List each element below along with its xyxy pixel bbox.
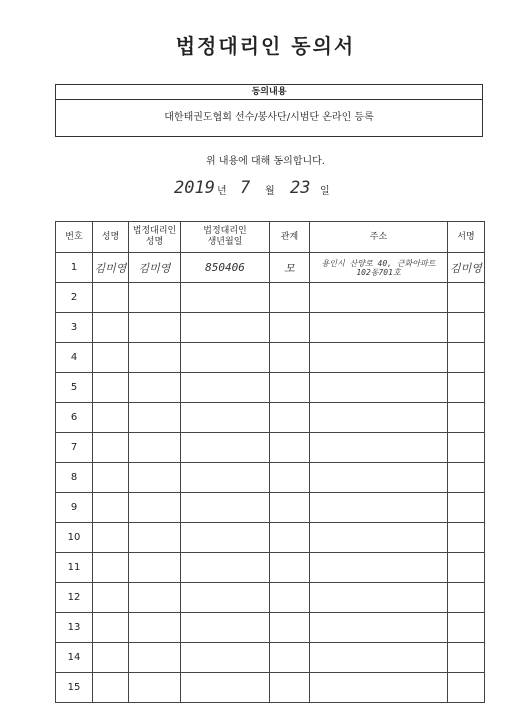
row-address (310, 343, 448, 373)
row-address (310, 313, 448, 343)
row-guardian-name (129, 523, 181, 553)
row-name (93, 343, 129, 373)
row-guardian-birth (181, 673, 270, 703)
row-name (93, 493, 129, 523)
row-relation (270, 523, 310, 553)
row-relation (270, 463, 310, 493)
row-address (310, 373, 448, 403)
row-address (310, 403, 448, 433)
row-signature (448, 643, 485, 673)
row-address (310, 523, 448, 553)
row-address (310, 583, 448, 613)
table-header-row (56, 222, 485, 253)
row-guardian-name: 김미영 (129, 253, 181, 283)
row-guardian-birth (181, 373, 270, 403)
guardian-table (55, 221, 485, 703)
consent-box (55, 84, 483, 137)
row-guardian-birth (181, 553, 270, 583)
row-number: 4 (56, 343, 93, 373)
row-guardian-birth: 850406 (181, 253, 270, 283)
row-name (93, 673, 129, 703)
date-year-label: 년 (217, 186, 227, 197)
table-row (56, 673, 485, 703)
row-number: 5 (56, 373, 93, 403)
row-relation (270, 673, 310, 703)
row-relation: 모 (270, 253, 310, 283)
header-name: 성명 (93, 222, 129, 253)
row-guardian-name (129, 553, 181, 583)
date-day: 23 (290, 178, 311, 198)
row-name: 김미영 (93, 253, 129, 283)
row-relation (270, 283, 310, 313)
table-row (56, 253, 485, 283)
date-month: 7 (240, 178, 251, 198)
row-guardian-birth (181, 433, 270, 463)
row-name (93, 403, 129, 433)
row-signature (448, 583, 485, 613)
row-guardian-name (129, 343, 181, 373)
row-signature (448, 373, 485, 403)
row-guardian-birth (181, 613, 270, 643)
row-signature (448, 613, 485, 643)
table-row (56, 613, 485, 643)
row-address (310, 553, 448, 583)
row-guardian-birth (181, 463, 270, 493)
row-guardian-birth (181, 523, 270, 553)
row-number: 13 (56, 613, 93, 643)
row-guardian-birth (181, 403, 270, 433)
row-relation (270, 373, 310, 403)
row-relation (270, 433, 310, 463)
row-address (310, 283, 448, 313)
row-signature (448, 493, 485, 523)
row-guardian-name (129, 613, 181, 643)
row-guardian-name (129, 373, 181, 403)
table-row (56, 643, 485, 673)
row-signature (448, 523, 485, 553)
row-guardian-name (129, 433, 181, 463)
table-row (56, 373, 485, 403)
consent-header: 동의내용 (56, 85, 482, 100)
row-signature (448, 283, 485, 313)
row-relation (270, 343, 310, 373)
row-relation (270, 613, 310, 643)
row-guardian-name (129, 313, 181, 343)
row-guardian-birth (181, 643, 270, 673)
table-row (56, 433, 485, 463)
header-no: 번호 (56, 222, 93, 253)
row-name (93, 373, 129, 403)
date-year: 2019 (174, 178, 215, 198)
row-name (93, 313, 129, 343)
row-number: 11 (56, 553, 93, 583)
row-name (93, 583, 129, 613)
date-day-label: 일 (320, 186, 330, 197)
row-guardian-birth (181, 343, 270, 373)
row-name (93, 433, 129, 463)
row-number: 6 (56, 403, 93, 433)
table-row (56, 553, 485, 583)
row-address (310, 463, 448, 493)
row-guardian-name (129, 403, 181, 433)
row-number: 3 (56, 313, 93, 343)
row-signature: 김미영 (448, 253, 485, 283)
date-month-label: 월 (265, 186, 275, 197)
table-row (56, 343, 485, 373)
row-number: 9 (56, 493, 93, 523)
row-relation (270, 493, 310, 523)
row-relation (270, 583, 310, 613)
row-address: 용인시 산양로 40, 근화아파트 102동701호 (310, 253, 448, 283)
row-guardian-name (129, 583, 181, 613)
row-signature (448, 463, 485, 493)
row-address (310, 433, 448, 463)
row-guardian-birth (181, 583, 270, 613)
row-relation (270, 643, 310, 673)
row-address (310, 613, 448, 643)
row-number: 15 (56, 673, 93, 703)
row-name (93, 523, 129, 553)
consent-body: 대한태권도협회 선수/봉사단/시범단 온라인 등록 (164, 112, 374, 123)
row-number: 12 (56, 583, 93, 613)
row-name (93, 613, 129, 643)
row-relation (270, 403, 310, 433)
row-address (310, 673, 448, 703)
header-address: 주소 (310, 222, 448, 253)
table-row (56, 403, 485, 433)
table-row (56, 463, 485, 493)
row-guardian-birth (181, 493, 270, 523)
header-relation: 관계 (270, 222, 310, 253)
row-number: 7 (56, 433, 93, 463)
row-name (93, 553, 129, 583)
row-number: 2 (56, 283, 93, 313)
row-name (93, 643, 129, 673)
row-name (93, 463, 129, 493)
header-signature: 서명 (448, 222, 485, 253)
row-guardian-name (129, 493, 181, 523)
table-row (56, 283, 485, 313)
row-guardian-name (129, 643, 181, 673)
row-number: 8 (56, 463, 93, 493)
row-signature (448, 313, 485, 343)
row-signature (448, 673, 485, 703)
header-guardian-birth: 법정대리인 생년월일 (181, 222, 270, 253)
row-number: 10 (56, 523, 93, 553)
row-guardian-birth (181, 283, 270, 313)
table-row (56, 313, 485, 343)
agree-statement: 위 내용에 대해 동의합니다. (206, 156, 325, 167)
row-relation (270, 553, 310, 583)
row-number: 1 (56, 253, 93, 283)
row-signature (448, 433, 485, 463)
row-relation (270, 313, 310, 343)
row-name (93, 283, 129, 313)
table-row (56, 493, 485, 523)
page-title: 법정대리인 동의서 (175, 34, 356, 58)
row-signature (448, 403, 485, 433)
row-guardian-birth (181, 313, 270, 343)
table-row (56, 523, 485, 553)
row-guardian-name (129, 673, 181, 703)
row-signature (448, 343, 485, 373)
row-signature (448, 553, 485, 583)
row-address (310, 643, 448, 673)
row-guardian-name (129, 283, 181, 313)
row-guardian-name (129, 463, 181, 493)
header-guardian-name: 법정대리인 성명 (129, 222, 181, 253)
row-number: 14 (56, 643, 93, 673)
table-row (56, 583, 485, 613)
row-address (310, 493, 448, 523)
